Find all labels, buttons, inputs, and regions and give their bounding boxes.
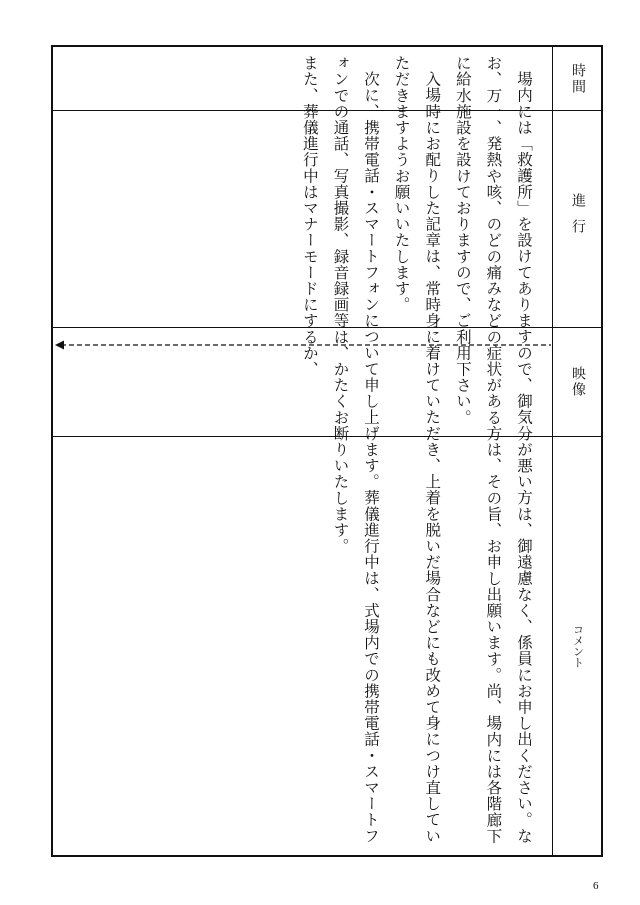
comment-label: コメント — [571, 624, 585, 668]
comment-paragraph: 次に、携帯電話・スマートフォンについて申し上げます。葬儀進行中は、式場内での携帯電話・スマートフォンでの通話、写真撮影、録音録画等は、かたくお断りいたします。 — [331, 55, 381, 844]
comment-paragraph: 場内には「救護所」を設けてありますので、御気分が悪い方は、御遠慮なく、係員にお申し出ください。なお、万一、発熱や咳、のどの痛みなどの症状がある方は、その旨、お申し出願います。尚、場内には各階廊下に給水施設を設けておりますので、ご利用下さい。 — [453, 55, 533, 844]
time-label: 時間 — [570, 62, 586, 95]
page-number: 6 — [593, 880, 599, 892]
progress-label: 進行 — [570, 193, 586, 245]
comment-paragraph: また、葬儀進行中はマナーモードにするか、 — [300, 55, 319, 377]
schedule-table — [51, 45, 603, 857]
video-label: 映像 — [570, 366, 586, 398]
comment-paragraph: 入場時にお配りした記章は、常時身に着けていただき、上着を脱いだ場合などにも改めて身につけ直していただきますようお願いいたします。 — [392, 55, 442, 844]
comment-body — [103, 55, 541, 851]
